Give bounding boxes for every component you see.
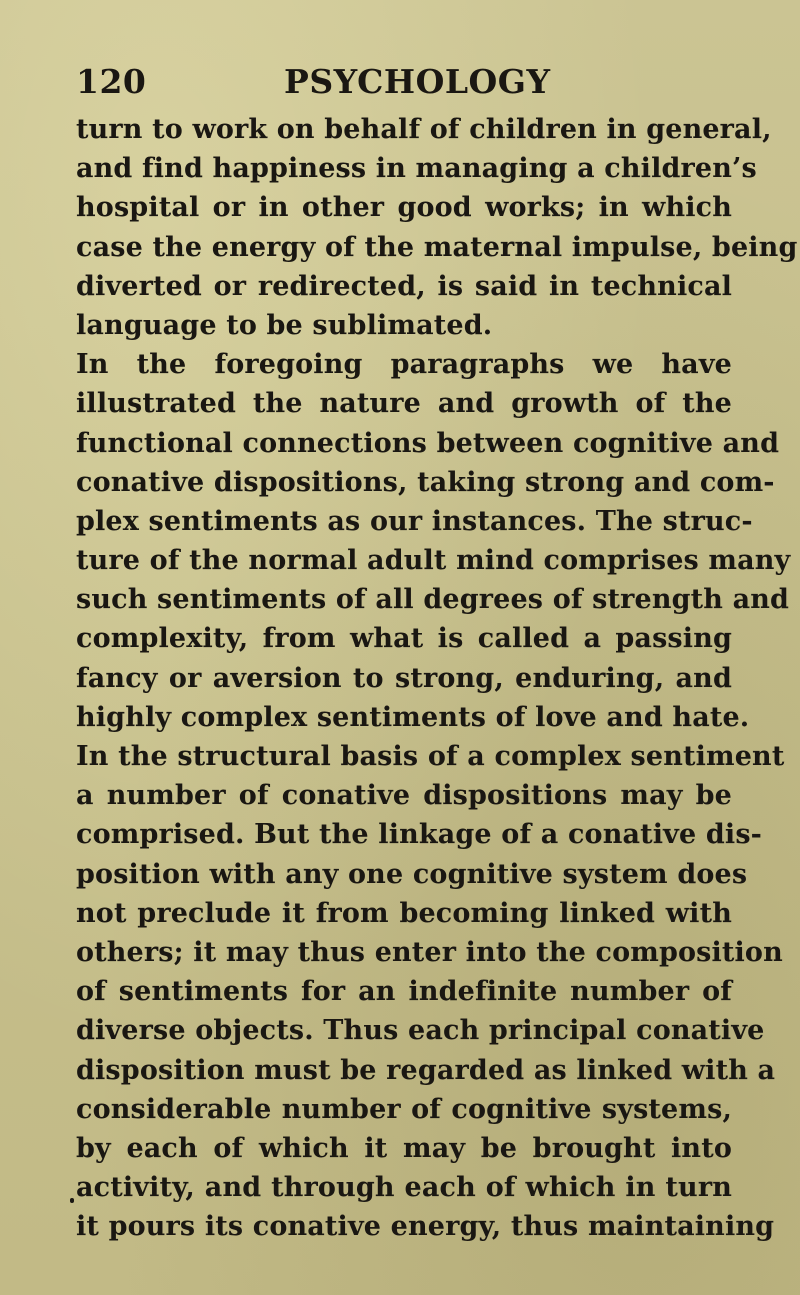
text-line: functional connections between cognitive and (76, 427, 780, 459)
running-head (76, 60, 732, 104)
text-line: complexity, from what is called a passing (76, 623, 732, 655)
text-line: activity, and through each of which in turn (76, 1172, 732, 1204)
text-line: others; it may thus enter into the composition (76, 936, 783, 968)
text-line: such sentiments of all degrees of strength and (76, 584, 790, 616)
text-line: and find happiness in managing a children’s (76, 153, 757, 185)
running-title: PSYCHOLOGY (284, 62, 551, 101)
ink-speck (70, 1198, 74, 1203)
text-line: In the foregoing paragraphs we have (76, 349, 732, 381)
text-line: In the structural basis of a complex sentiment (76, 741, 785, 772)
text-line: fancy or aversion to strong, enduring, and (76, 662, 732, 694)
text-line: it pours its conative energy, thus maintaining (76, 1211, 775, 1243)
text-line: considerable number of cognitive systems, (76, 1093, 732, 1125)
text-line: comprised. But the linkage of a conative dis- (76, 819, 763, 851)
text-line: a number of conative dispositions may be (76, 780, 732, 812)
text-line: of sentiments for an indefinite number of (76, 976, 732, 1008)
text-line: case the energy of the maternal impulse, being (76, 231, 798, 263)
text-line: disposition must be regarded as linked with a (76, 1054, 776, 1086)
page-number: 120 (76, 62, 147, 101)
text-line: turn to work on behalf of children in general, (76, 114, 772, 145)
text-line: ture of the normal adult mind comprises many (76, 545, 791, 577)
text-line: conative dispositions, taking strong and com- (76, 466, 775, 498)
text-line: diverse objects. Thus each principal conative (76, 1015, 765, 1047)
text-line: position with any one cognitive system does (76, 858, 748, 890)
text-line: illustrated the nature and growth of the (76, 388, 732, 420)
text-line: diverted or redirected, is said in technical (76, 270, 732, 302)
text-line: not preclude it from becoming linked with (76, 897, 732, 929)
text-line: language to be sublimated. (76, 309, 493, 341)
text-line: by each of which it may be brought into (76, 1132, 732, 1164)
text-line: hospital or in other good works; in which (76, 192, 732, 224)
text-line: plex sentiments as our instances. The struc- (76, 505, 753, 537)
body-text (76, 110, 798, 1246)
text-line: highly complex sentiments of love and hate. (76, 701, 750, 733)
